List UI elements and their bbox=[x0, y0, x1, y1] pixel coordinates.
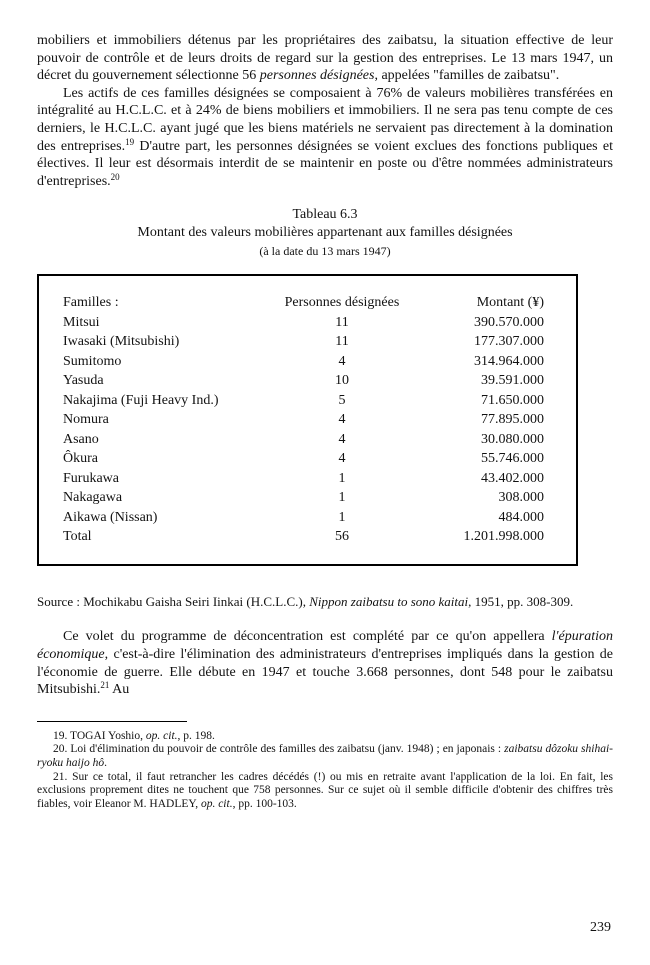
table-row bbox=[63, 488, 544, 508]
table-row bbox=[63, 313, 544, 333]
cell-personnes: 4 bbox=[338, 451, 346, 467]
cell-personnes: 10 bbox=[334, 373, 349, 389]
text-segment: 20. Loi d'élimination du pouvoir de contrôle des familles des zaibatsu (janv. 1948) ; en japonais : bbox=[53, 743, 505, 756]
table-label: Tableau 6.3 bbox=[292, 207, 358, 223]
cell-famille: Total bbox=[63, 529, 92, 545]
cell-personnes: 4 bbox=[338, 412, 346, 428]
header-familles: Familles : bbox=[63, 295, 119, 311]
header-personnes-designees: Personnes désignées bbox=[284, 295, 400, 311]
table-row bbox=[63, 508, 544, 528]
cell-famille: Yasuda bbox=[63, 373, 104, 389]
cell-montant: 177.307.000 bbox=[474, 334, 544, 350]
table-box bbox=[37, 274, 578, 566]
table-header-row bbox=[63, 293, 544, 313]
cell-montant: 1.201.998.000 bbox=[463, 529, 544, 545]
cell-montant: 55.746.000 bbox=[481, 451, 544, 467]
table-row bbox=[63, 430, 544, 450]
cell-personnes: 11 bbox=[335, 334, 349, 350]
cell-montant: 43.402.000 bbox=[481, 470, 544, 486]
footnote-20 bbox=[37, 743, 613, 770]
cell-montant: 77.895.000 bbox=[481, 412, 544, 428]
text-segment: Les actifs de ces familles désignées se composaient à 76% de valeurs mobilières transférées en intégralité au H.C.L.C. et à 24% de biens mobiliers et immobiliers. Il ne sera pas tenu compte de ces derniers, le H.C.L.C. ayant jugé que les biens matériels ne servaient pas directement à la domination des entreprises. bbox=[37, 85, 613, 154]
cell-personnes: 56 bbox=[334, 529, 349, 545]
cell-famille: Asano bbox=[63, 431, 99, 447]
cell-montant: 308.000 bbox=[498, 490, 544, 506]
paragraph-3 bbox=[37, 628, 613, 698]
cell-montant: 71.650.000 bbox=[481, 392, 544, 408]
cell-personnes: 11 bbox=[335, 314, 349, 330]
source-note bbox=[37, 594, 613, 611]
table-caption bbox=[37, 206, 613, 259]
cell-personnes: 1 bbox=[338, 470, 346, 486]
table-title: Montant des valeurs mobilières appartenant aux familles désignées bbox=[137, 225, 513, 241]
text-segment: Source : Mochikabu Gaisha Seiri Iinkai (H.C.L.C.), bbox=[37, 593, 310, 609]
cell-personnes: 4 bbox=[338, 431, 346, 447]
italic-segment: personnes désignées bbox=[259, 68, 375, 84]
designated-families-table bbox=[63, 293, 544, 547]
footnote-19 bbox=[37, 730, 613, 744]
cell-montant: 390.570.000 bbox=[474, 314, 544, 330]
cell-famille: Nomura bbox=[63, 412, 109, 428]
footnote-ref-21: 21 bbox=[100, 680, 110, 691]
table-row bbox=[63, 449, 544, 469]
italic-segment: Nippon zaibatsu to sono kaitai bbox=[309, 593, 469, 609]
cell-famille: Nakajima (Fuji Heavy Ind.) bbox=[63, 392, 219, 408]
footnote-21 bbox=[37, 771, 613, 812]
cell-personnes: 1 bbox=[338, 490, 346, 506]
text-segment: , appelées "familles de zaibatsu". bbox=[374, 68, 560, 84]
table-row bbox=[63, 371, 544, 391]
cell-famille: Mitsui bbox=[63, 314, 100, 330]
table-total-row bbox=[63, 527, 544, 547]
text-segment: , c'est-à-dire l'élimination des administrateurs d'entreprises impliqués dans la gestion de l'économie de guerre. Elle débute en 1947 et touche 3.668 personnes, dont 548 pour le zaibatsu Mitsubishi. bbox=[37, 646, 613, 698]
text-segment: , 1951, pp. 308-309. bbox=[468, 593, 574, 609]
cell-famille: Ôkura bbox=[63, 451, 98, 467]
cell-personnes: 1 bbox=[338, 509, 346, 525]
table-row bbox=[63, 332, 544, 352]
table-row bbox=[63, 469, 544, 489]
italic-segment: op. cit. bbox=[145, 729, 178, 742]
paragraph-2 bbox=[37, 85, 613, 191]
text-segment: , pp. 100-103. bbox=[232, 797, 297, 810]
cell-famille: Iwasaki (Mitsubishi) bbox=[63, 334, 180, 350]
table-row bbox=[63, 352, 544, 372]
text-segment: , p. 198. bbox=[177, 729, 215, 742]
cell-personnes: 4 bbox=[338, 353, 346, 369]
text-segment: 19. TOGAI Yoshio, bbox=[53, 729, 146, 742]
cell-famille: Aikawa (Nissan) bbox=[63, 509, 158, 525]
text-segment: Au bbox=[109, 682, 130, 698]
text-segment: mobiliers et immobiliers détenus par les propriétaires des zaibatsu, la situation effective de leur pouvoir de contrôle et de leurs droits de regard sur la gestion des entreprises. Le 13 mars 1947, un décret du gouvernement sélectionne 56 bbox=[37, 33, 613, 84]
text-segment: 21. Sur ce total, il faut retrancher les cadres décédés (!) ou mis en retraite avant l'application de la loi. En fait, les exclusions proprement dites ne touchent que 758 personnes. Sur ce sujet où il semble difficile d'obtenir des chiffres très fiables, voir Eleanor M. HADLEY, bbox=[37, 770, 613, 810]
text-segment: Ce volet du programme de déconcentration est complété par ce qu'on appellera bbox=[63, 629, 552, 645]
cell-montant: 484.000 bbox=[498, 509, 544, 525]
paragraph-1 bbox=[37, 32, 613, 85]
cell-personnes: 5 bbox=[338, 392, 346, 408]
cell-montant: 314.964.000 bbox=[474, 353, 544, 369]
table-row bbox=[63, 410, 544, 430]
italic-segment: zaibatsu dôzoku shihai-ryoku haijo hô bbox=[37, 743, 613, 769]
italic-segment: op. cit. bbox=[200, 797, 233, 810]
cell-famille: Nakagawa bbox=[63, 490, 123, 506]
footnote-ref-20: 20 bbox=[110, 171, 120, 182]
footnote-ref-19: 19 bbox=[125, 136, 135, 147]
cell-famille: Furukawa bbox=[63, 470, 119, 486]
cell-montant: 39.591.000 bbox=[481, 373, 544, 389]
text-segment: D'autre part, les personnes désignées se voient exclues des fonctions publiques et électives. Il leur est désormais interdit de se maintenir en poste ou d'être nommées administrateurs d'entreprises. bbox=[37, 138, 613, 189]
italic-segment: l'épuration économique bbox=[37, 629, 613, 662]
table-row bbox=[63, 391, 544, 411]
table-date: (à la date du 13 mars 1947) bbox=[259, 244, 391, 259]
cell-famille: Sumitomo bbox=[63, 353, 122, 369]
footnote-divider bbox=[37, 721, 187, 722]
page-number: 239 bbox=[590, 920, 611, 935]
header-montant: Montant (¥) bbox=[476, 295, 544, 311]
text-segment: . bbox=[104, 756, 107, 769]
footnotes bbox=[37, 730, 613, 812]
cell-montant: 30.080.000 bbox=[481, 431, 544, 447]
